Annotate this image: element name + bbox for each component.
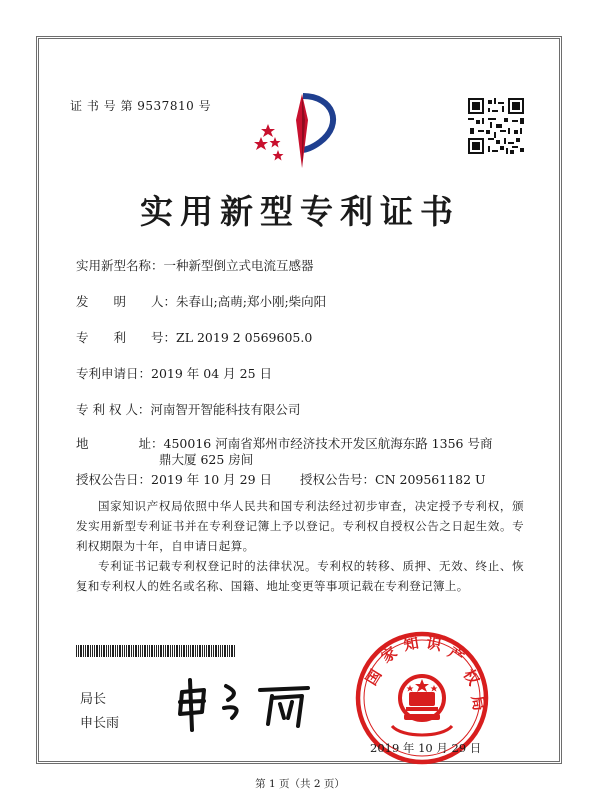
certificate-number-value: 9537810 xyxy=(137,99,195,113)
inventor-value: 朱春山;高萌;郑小刚;柴向阳 xyxy=(176,294,327,309)
patent-number-label: 专 利 号： xyxy=(76,330,177,345)
utility-model-name-field xyxy=(76,256,314,274)
patent-number-value: ZL 2019 2 0569605.0 xyxy=(176,330,313,345)
svg-text:局: 局 xyxy=(467,694,489,713)
certificate-number-suffix: 号 xyxy=(198,99,212,113)
seal-date: 2019 年 10 月 29 日 xyxy=(370,741,482,755)
utility-model-name-label: 实用新型名称： xyxy=(76,258,164,273)
barcode xyxy=(76,645,236,657)
filing-date-label: 专利申请日： xyxy=(76,366,152,381)
grant-number-field xyxy=(300,470,486,488)
grant-number-value: CN 209561182 U xyxy=(375,472,486,487)
seal-emblem xyxy=(392,676,452,735)
patentee-label: 专 利 权 人： xyxy=(76,402,151,417)
utility-model-name-value: 一种新型倒立式电流互感器 xyxy=(163,258,314,273)
logo-stars xyxy=(254,124,284,161)
page-number: 第 1 页（共 2 页） xyxy=(255,778,345,790)
director-signature xyxy=(168,674,318,732)
director-name: 申长雨 xyxy=(80,716,120,731)
grant-date-value: 2019 年 10 月 29 日 xyxy=(151,472,273,487)
certificate-number-label: 证 书 号 第 xyxy=(70,99,133,113)
director-title: 局长 xyxy=(80,692,107,707)
patentee-value: 河南智开智能科技有限公司 xyxy=(150,402,301,417)
address-field xyxy=(76,434,492,452)
address-line-2: 鼎大厦 625 房间 xyxy=(159,452,254,467)
svg-text:知: 知 xyxy=(402,633,421,655)
svg-text:识: 识 xyxy=(424,633,443,655)
svg-text:产: 产 xyxy=(444,643,468,667)
grant-statement-paragraph: 国家知识产权局依照中华人民共和国专利法经过初步审查，决定授予专利权，颁发实用新型专利证书并在专利登记簿上予以登记。专利权自授权公告之日起生效。专利权期限为十年，自申请日起算。 xyxy=(76,499,524,553)
patentee-field xyxy=(76,400,300,418)
filing-date-value: 2019 年 04 月 25 日 xyxy=(151,366,273,381)
legal-status-paragraph: 专利证书记载专利权登记时的法律状况。专利权的转移、质押、无效、终止、恢复和专利权人的姓名或名称、国籍、地址变更等事项记载在专利登记簿上。 xyxy=(76,559,524,593)
address-label: 地 址： xyxy=(76,436,164,451)
patent-number-field xyxy=(76,328,312,346)
grant-date-field xyxy=(76,470,272,488)
certificate-number xyxy=(70,97,211,114)
grant-number-label: 授权公告号： xyxy=(300,472,376,487)
inventor-field xyxy=(76,292,326,310)
inventor-label: 发 明 人： xyxy=(76,294,177,309)
svg-text:家: 家 xyxy=(377,643,401,667)
grant-date-label: 授权公告日： xyxy=(76,472,152,487)
address-line-1: 450016 河南省郑州市经济技术开发区航海东路 1356 号商 xyxy=(163,436,493,451)
patent-office-logo xyxy=(248,90,352,170)
svg-text:国: 国 xyxy=(362,666,386,689)
certificate-title: 实用新型专利证书 xyxy=(140,192,460,231)
svg-text:权: 权 xyxy=(459,666,483,689)
qr-code xyxy=(468,98,524,154)
filing-date-field xyxy=(76,364,272,382)
